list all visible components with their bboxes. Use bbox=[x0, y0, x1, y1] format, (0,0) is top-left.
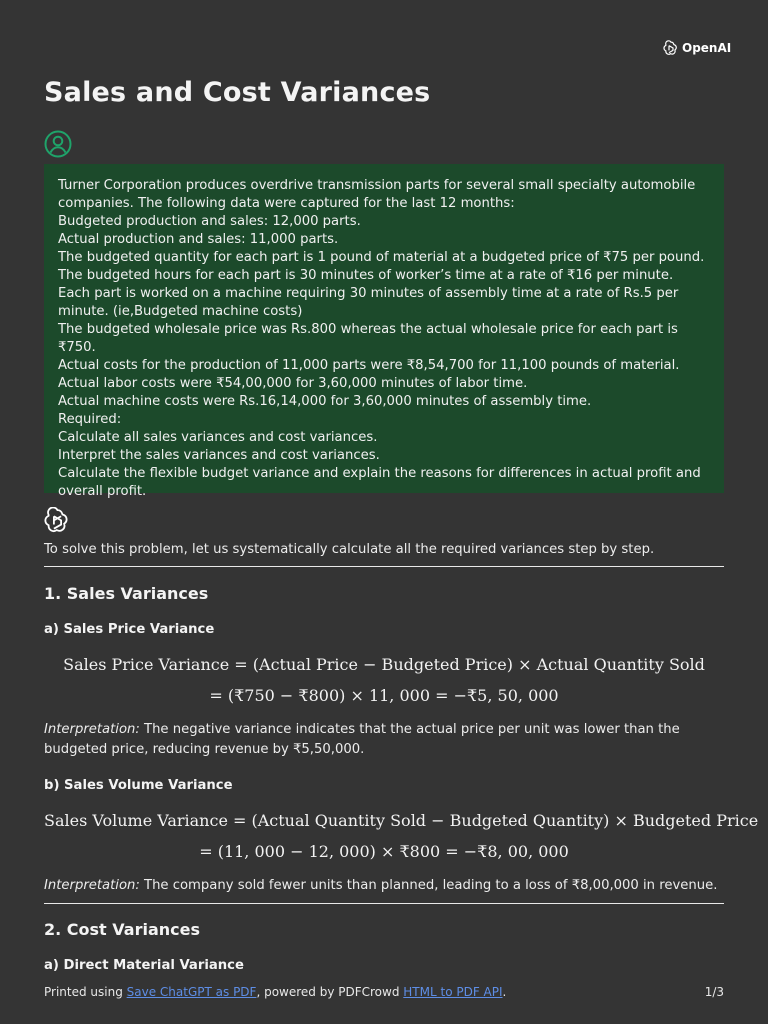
footer-prefix: Printed using bbox=[44, 985, 127, 999]
brand-label: OpenAI bbox=[682, 41, 732, 55]
subheading-direct-material-variance: a) Direct Material Variance bbox=[44, 958, 244, 973]
subheading-sales-price-variance: a) Sales Price Variance bbox=[44, 622, 215, 637]
question-line: Calculate all sales variances and cost variances. bbox=[58, 430, 378, 445]
question-line: The budgeted hours for each part is 30 minutes of worker’s time at a rate of ₹16 per minute. bbox=[58, 268, 674, 283]
interpretation-label: Interpretation: bbox=[44, 722, 140, 737]
interpretation-label: Interpretation: bbox=[44, 878, 140, 893]
user-avatar-icon bbox=[44, 130, 72, 158]
divider bbox=[44, 903, 724, 904]
question-line: The budgeted quantity for each part is 1 pound of material at a budgeted price of ₹75 per pound. bbox=[58, 250, 705, 265]
interpretation-text: The company sold fewer units than planned, leading to a loss of ₹8,00,000 in revenue. bbox=[139, 878, 718, 893]
page-number: 1/3 bbox=[704, 985, 724, 999]
user-question bbox=[44, 164, 724, 499]
sales-volume-variance-formula: Sales Volume Variance = (Actual Quantity Sold − Budgeted Quantity) × Budgeted Price bbox=[44, 811, 759, 830]
page-title: Sales and Cost Variances bbox=[44, 77, 431, 108]
sales-price-variance-calculation: = (₹750 − ₹800) × 11, 000 = −₹5, 50, 000 bbox=[209, 686, 559, 705]
question-line: Actual machine costs were Rs.16,14,000 for 3,60,000 minutes of assembly time. bbox=[58, 394, 592, 409]
openai-logo-icon bbox=[663, 40, 679, 56]
answer-intro: To solve this problem, let us systematically calculate all the required variances step by step. bbox=[44, 542, 655, 557]
question-line: Actual costs for the production of 11,000 parts were ₹8,54,700 for 11,100 pounds of material. bbox=[58, 358, 680, 373]
divider bbox=[44, 566, 724, 567]
question-line: Budgeted production and sales: 12,000 parts. bbox=[58, 214, 361, 229]
sales-price-variance-interpretation bbox=[44, 720, 724, 760]
sales-volume-variance-interpretation bbox=[44, 876, 724, 896]
chatgpt-avatar-icon bbox=[44, 507, 71, 534]
html-to-pdf-api-link[interactable]: HTML to PDF API bbox=[403, 985, 503, 999]
question-line: Actual production and sales: 11,000 parts. bbox=[58, 232, 339, 247]
question-line: The budgeted wholesale price was Rs.800 whereas the actual wholesale price for each part is ₹750. bbox=[58, 322, 678, 355]
save-chatgpt-as-pdf-link[interactable]: Save ChatGPT as PDF bbox=[126, 985, 257, 999]
footer bbox=[44, 985, 724, 999]
section-heading-sales-variances: 1. Sales Variances bbox=[44, 584, 209, 603]
footer-suffix: . bbox=[502, 985, 507, 999]
sales-price-variance-formula: Sales Price Variance = (Actual Price − Budgeted Price) × Actual Quantity Sold bbox=[63, 655, 705, 674]
section-heading-cost-variances: 2. Cost Variances bbox=[44, 920, 200, 939]
sales-volume-variance-calculation: = (11, 000 − 12, 000) × ₹800 = −₹8, 00, 000 bbox=[199, 842, 569, 861]
subheading-sales-volume-variance: b) Sales Volume Variance bbox=[44, 778, 233, 793]
question-line: Each part is worked on a machine requiring 30 minutes of assembly time at a rate of Rs.5 per minute. (ie,Budgeted machine costs) bbox=[58, 286, 679, 319]
question-line: Actual labor costs were ₹54,00,000 for 3,60,000 minutes of labor time. bbox=[58, 376, 528, 391]
question-line: Interpret the sales variances and cost variances. bbox=[58, 448, 380, 463]
footer-middle: , powered by PDFCrowd bbox=[256, 985, 404, 999]
openai-brand bbox=[663, 40, 731, 56]
interpretation-text: The negative variance indicates that the actual price per unit was lower than the budgeted price, reducing revenue by ₹5,50,000. bbox=[44, 722, 680, 757]
question-line: Required: bbox=[58, 412, 122, 427]
question-line: Turner Corporation produces overdrive transmission parts for several small specialty automobile companies. The following data were captured for the last 12 months: bbox=[58, 178, 696, 211]
question-line: Calculate the flexible budget variance and explain the reasons for differences in actual profit and overall profit. bbox=[58, 466, 701, 499]
